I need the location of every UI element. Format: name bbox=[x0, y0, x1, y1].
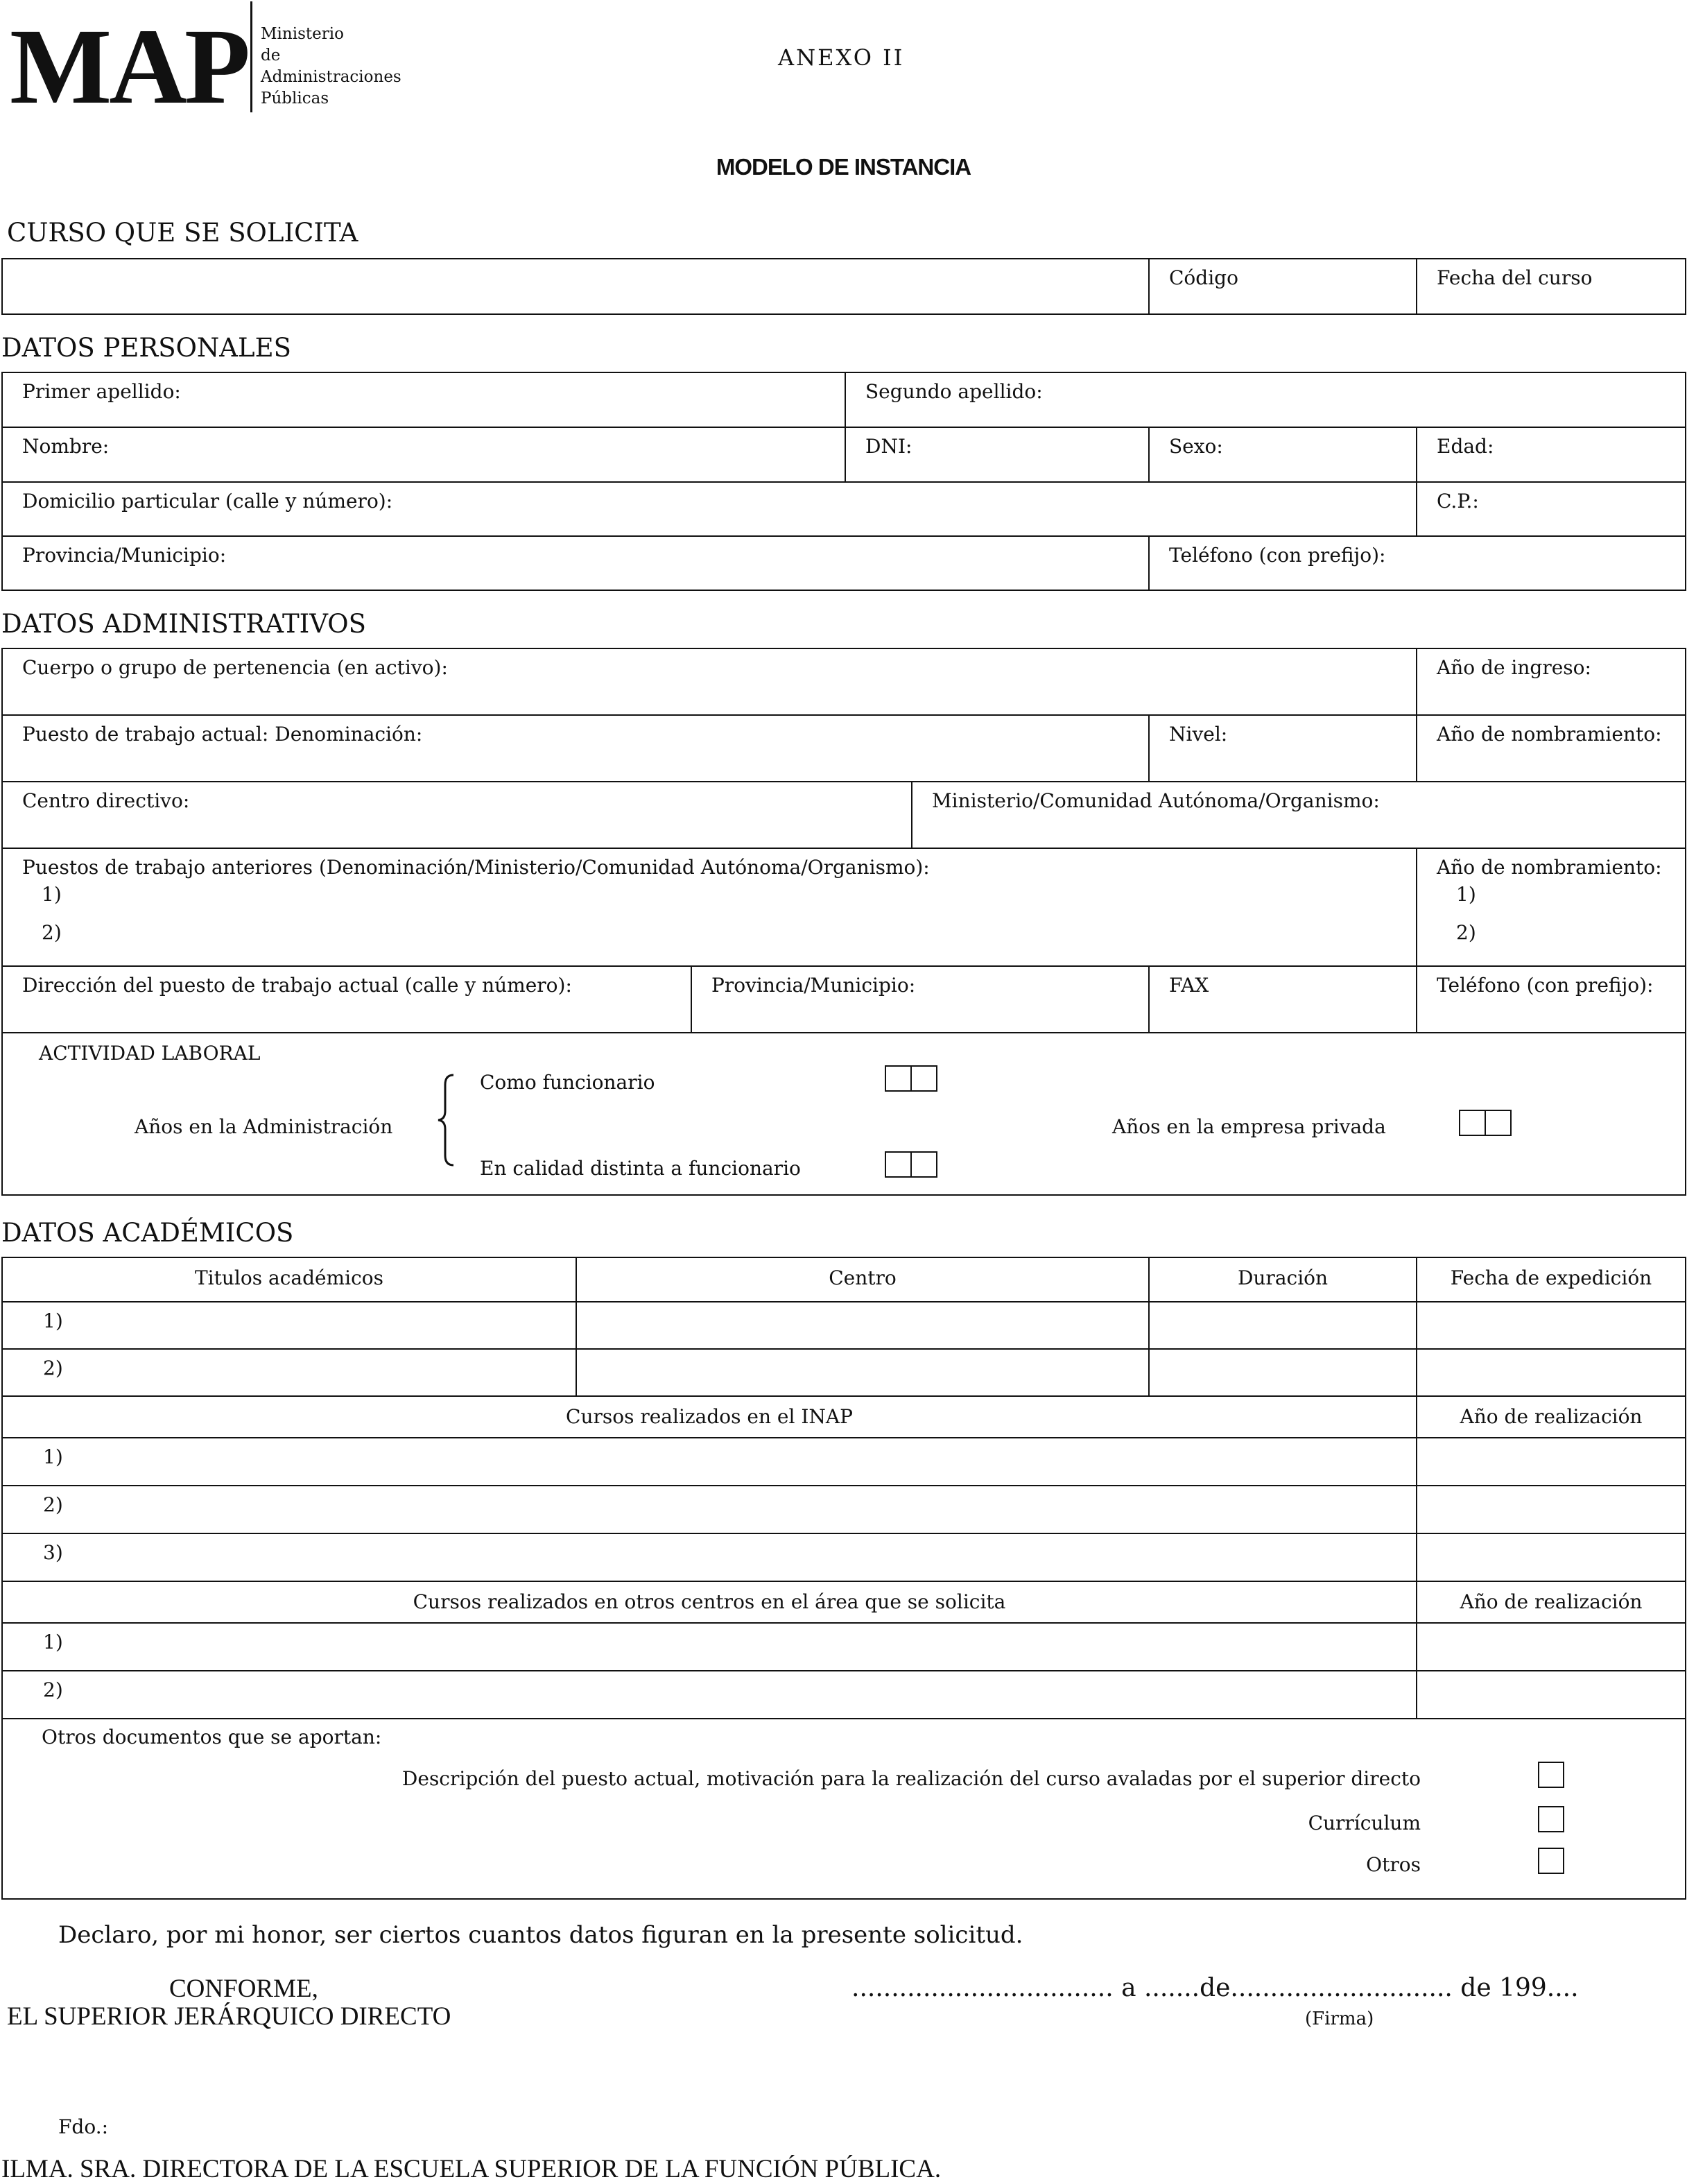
years-admin-label: Años en la Administración bbox=[135, 1115, 393, 1138]
other-docs-label: Otros documentos que se aportan: bbox=[42, 1726, 382, 1748]
private-years-box[interactable] bbox=[1459, 1110, 1512, 1136]
other-course-1[interactable]: 1) bbox=[2, 1623, 1417, 1671]
annex-label: ANEXO II bbox=[778, 44, 905, 71]
declaration-text: Declaro, por mi honor, ser ciertos cuantos datos figuran en la presente solicitud. bbox=[58, 1921, 1023, 1949]
recipient-line: ILMA. SRA. DIRECTORA DE LA ESCUELA SUPERIOR DE LA FUNCIÓN PÚBLICA. bbox=[1, 2155, 942, 2183]
previous-post-2: 2) bbox=[42, 921, 62, 944]
other-year-2[interactable] bbox=[1417, 1671, 1686, 1719]
degree-center-1[interactable] bbox=[576, 1302, 1149, 1349]
as-civil-servant-label: Como funcionario bbox=[480, 1071, 655, 1094]
page-title: MODELO DE INSTANCIA bbox=[716, 154, 971, 180]
section-course: CURSO QUE SE SOLICITA bbox=[7, 218, 358, 248]
ministry-line: Administraciones bbox=[261, 68, 401, 86]
previous-appointment-2: 2) bbox=[1456, 921, 1476, 944]
personal-table bbox=[1, 372, 1686, 591]
other-year-1[interactable] bbox=[1417, 1623, 1686, 1671]
province-field[interactable]: Provincia/Municipio: bbox=[2, 536, 1149, 590]
brace-icon bbox=[437, 1074, 458, 1167]
doc-curriculum-label: Currículum bbox=[1308, 1812, 1421, 1834]
ministry-field[interactable]: Ministerio/Comunidad Autónoma/Organismo: bbox=[912, 782, 1686, 848]
previous-posts-label: Puestos de trabajo anteriores (Denominación/Ministerio/Comunidad Autónoma/Organismo): bbox=[22, 856, 930, 879]
directive-center-field[interactable]: Centro directivo: bbox=[2, 782, 912, 848]
header-duration: Duración bbox=[1149, 1257, 1417, 1302]
previous-post-1: 1) bbox=[42, 883, 62, 906]
ministry-line: Públicas bbox=[261, 89, 329, 108]
fax-field[interactable]: FAX bbox=[1149, 966, 1417, 1033]
second-surname-field[interactable]: Segundo apellido: bbox=[845, 372, 1686, 427]
first-surname-field[interactable]: Primer apellido: bbox=[2, 372, 845, 427]
degree-row-1[interactable]: 1) bbox=[2, 1302, 576, 1349]
previous-appointment-field[interactable] bbox=[1417, 848, 1686, 966]
section-admin: DATOS ADMINISTRATIVOS bbox=[1, 609, 366, 639]
header-issue-date: Fecha de expedición bbox=[1417, 1257, 1686, 1302]
work-address-field[interactable]: Dirección del puesto de trabajo actual (calle y número): bbox=[2, 966, 691, 1033]
conforme-label: CONFORME, bbox=[169, 1975, 318, 2003]
course-name-field[interactable] bbox=[2, 259, 1149, 314]
admin-table bbox=[1, 648, 1686, 1196]
degree-row-2[interactable]: 2) bbox=[2, 1349, 576, 1396]
section-personal: DATOS PERSONALES bbox=[1, 333, 291, 363]
previous-posts-field[interactable] bbox=[2, 848, 1417, 966]
degree-duration-2[interactable] bbox=[1149, 1349, 1417, 1396]
entry-year-field[interactable]: Año de ingreso: bbox=[1417, 648, 1686, 715]
previous-appointment-label: Año de nombramiento: bbox=[1437, 856, 1662, 879]
private-years-label: Años en la empresa privada bbox=[1112, 1115, 1386, 1138]
header-center: Centro bbox=[576, 1257, 1149, 1302]
other-course-2[interactable]: 2) bbox=[2, 1671, 1417, 1719]
inap-year-header: Año de realización bbox=[1417, 1396, 1686, 1438]
ministry-line: Ministerio bbox=[261, 25, 344, 43]
other-year-header: Año de realización bbox=[1417, 1581, 1686, 1623]
inap-course-1[interactable]: 1) bbox=[2, 1438, 1417, 1486]
degree-duration-1[interactable] bbox=[1149, 1302, 1417, 1349]
name-field[interactable]: Nombre: bbox=[2, 427, 845, 482]
course-code-field[interactable]: Código bbox=[1149, 259, 1417, 314]
map-logo: MAP bbox=[10, 6, 248, 126]
civil-servant-years-box[interactable] bbox=[885, 1065, 937, 1092]
postal-code-field[interactable]: C.P.: bbox=[1417, 482, 1686, 536]
header-titles: Titulos académicos bbox=[2, 1257, 576, 1302]
section-academic: DATOS ACADÉMICOS bbox=[1, 1218, 294, 1248]
age-field[interactable]: Edad: bbox=[1417, 427, 1686, 482]
doc-curriculum-checkbox[interactable] bbox=[1538, 1806, 1564, 1832]
inap-year-3[interactable] bbox=[1417, 1533, 1686, 1581]
non-civil-servant-years-box[interactable] bbox=[885, 1151, 937, 1178]
inap-year-1[interactable] bbox=[1417, 1438, 1686, 1486]
date-line[interactable]: ................................. a .......de............................ de 199.... bbox=[851, 1974, 1579, 2002]
non-civil-servant-label: En calidad distinta a funcionario bbox=[480, 1157, 801, 1180]
doc-other-label: Otros bbox=[1366, 1853, 1421, 1876]
work-province-field[interactable]: Provincia/Municipio: bbox=[691, 966, 1149, 1033]
course-date-field[interactable]: Fecha del curso bbox=[1417, 259, 1686, 314]
corps-field[interactable]: Cuerpo o grupo de pertenencia (en activo): bbox=[2, 648, 1417, 715]
ministry-name bbox=[261, 24, 401, 110]
address-field[interactable]: Domicilio particular (calle y número): bbox=[2, 482, 1417, 536]
inap-course-3[interactable]: 3) bbox=[2, 1533, 1417, 1581]
inap-course-2[interactable]: 2) bbox=[2, 1486, 1417, 1533]
work-activity-title: ACTIVIDAD LABORAL bbox=[39, 1042, 261, 1065]
level-field[interactable]: Nivel: bbox=[1149, 715, 1417, 782]
degree-center-2[interactable] bbox=[576, 1349, 1149, 1396]
signature-label: (Firma) bbox=[1305, 2009, 1374, 2029]
logo-divider bbox=[250, 1, 252, 112]
academic-table bbox=[1, 1257, 1686, 1900]
ministry-line: de bbox=[261, 46, 281, 65]
degree-date-1[interactable] bbox=[1417, 1302, 1686, 1349]
work-phone-field[interactable]: Teléfono (con prefijo): bbox=[1417, 966, 1686, 1033]
course-table bbox=[1, 258, 1686, 315]
inap-year-2[interactable] bbox=[1417, 1486, 1686, 1533]
other-courses-header: Cursos realizados en otros centros en el área que se solicita bbox=[2, 1581, 1417, 1623]
dni-field[interactable]: DNI: bbox=[845, 427, 1149, 482]
current-post-field[interactable]: Puesto de trabajo actual: Denominación: bbox=[2, 715, 1149, 782]
superior-label: EL SUPERIOR JERÁRQUICO DIRECTO bbox=[7, 2002, 451, 2031]
inap-courses-header: Cursos realizados en el INAP bbox=[2, 1396, 1417, 1438]
phone-field[interactable]: Teléfono (con prefijo): bbox=[1149, 536, 1686, 590]
sex-field[interactable]: Sexo: bbox=[1149, 427, 1417, 482]
signed-by-label: Fdo.: bbox=[58, 2115, 109, 2138]
degree-date-2[interactable] bbox=[1417, 1349, 1686, 1396]
appointment-year-field[interactable]: Año de nombramiento: bbox=[1417, 715, 1686, 782]
doc-description-label: Descripción del puesto actual, motivación para la realización del curso avaladas por el superior directo bbox=[401, 1767, 1421, 1790]
doc-other-checkbox[interactable] bbox=[1538, 1848, 1564, 1874]
doc-description-checkbox[interactable] bbox=[1538, 1762, 1564, 1788]
previous-appointment-1: 1) bbox=[1456, 883, 1476, 906]
